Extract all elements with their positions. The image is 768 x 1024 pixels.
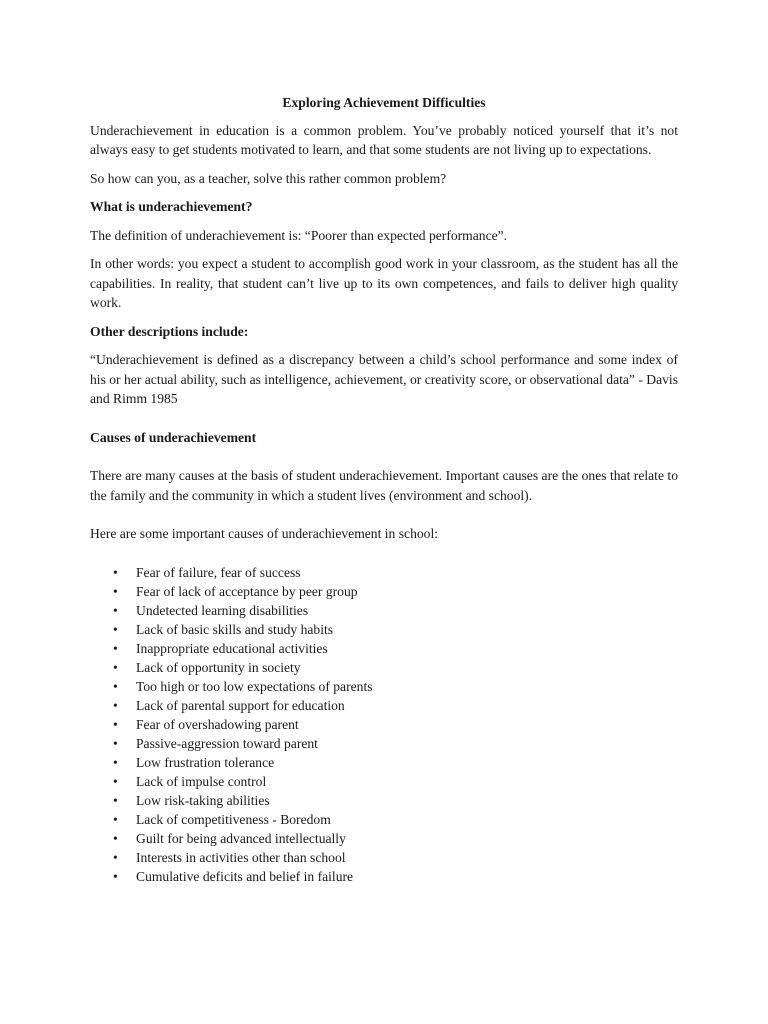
list-item xyxy=(90,582,678,601)
list-item xyxy=(90,791,678,810)
quote-paragraph: “Underachievement is defined as a discrepancy between a child’s school performance and some index of his or her actual ability, such as intelligence, achievement, or creativity score, or observational data” - Davis and Rimm 1985 xyxy=(90,352,678,406)
bullet-icon: • xyxy=(113,602,118,618)
bullet-icon: • xyxy=(113,735,118,751)
intro-question: So how can you, as a teacher, solve this rather common problem? xyxy=(90,170,447,186)
list-item-text: Guilt for being advanced intellectually xyxy=(136,830,346,846)
list-item-text: Lack of competitiveness - Boredom xyxy=(136,811,331,827)
bullet-icon: • xyxy=(113,678,118,694)
bullet-icon: • xyxy=(113,849,118,865)
list-item xyxy=(90,677,678,696)
section-heading-causes: Causes of underachievement xyxy=(90,429,257,445)
document-title: Exploring Achievement Difficulties xyxy=(282,95,486,110)
list-item xyxy=(90,810,678,829)
explanation-paragraph: In other words: you expect a student to accomplish good work in your classroom, as the student has all the capabilities. In reality, that student can’t live up to its own competences, and fails to deliver high quality work. xyxy=(90,256,678,310)
bullet-icon: • xyxy=(113,716,118,732)
list-item xyxy=(90,715,678,734)
list-item-text: Cumulative deficits and belief in failure xyxy=(136,868,354,884)
bullet-icon: • xyxy=(113,868,118,884)
section-heading-other-descriptions: Other descriptions include: xyxy=(90,323,249,339)
bullet-icon: • xyxy=(113,754,118,770)
list-item-text: Undetected learning disabilities xyxy=(136,602,309,618)
list-item-text: Low frustration tolerance xyxy=(136,754,275,770)
list-item xyxy=(90,848,678,867)
list-item xyxy=(90,658,678,677)
list-item-text: Lack of impulse control xyxy=(136,773,267,789)
list-item xyxy=(90,772,678,791)
bullet-icon: • xyxy=(113,583,118,599)
list-item-text: Fear of failure, fear of success xyxy=(136,564,301,580)
bullet-icon: • xyxy=(113,830,118,846)
list-item-text: Lack of parental support for education xyxy=(136,697,345,713)
list-item xyxy=(90,639,678,658)
list-item xyxy=(90,753,678,772)
list-item-text: Inappropriate educational activities xyxy=(136,640,328,656)
intro-paragraph: Underachievement in education is a common problem. You’ve probably noticed yourself that it’s not always easy to get students motivated to learn, and that some students are not living up to expectations. xyxy=(90,122,678,157)
bullet-icon: • xyxy=(113,659,118,675)
list-item-text: Interests in activities other than school xyxy=(136,849,346,865)
list-item-text: Fear of lack of acceptance by peer group xyxy=(136,583,358,599)
list-item-text: Low risk-taking abilities xyxy=(136,792,270,808)
bullet-icon: • xyxy=(113,621,118,637)
bullet-icon: • xyxy=(113,773,118,789)
definition-paragraph: The definition of underachievement is: “Poorer than expected performance”. xyxy=(90,227,508,243)
causes-list xyxy=(90,563,678,886)
list-item xyxy=(90,734,678,753)
bullet-icon: • xyxy=(113,792,118,808)
list-item xyxy=(90,867,678,886)
bullet-icon: • xyxy=(113,564,118,580)
list-item-text: Passive-aggression toward parent xyxy=(136,735,318,751)
list-item-text: Lack of opportunity in society xyxy=(136,659,301,675)
bullet-icon: • xyxy=(113,811,118,827)
list-item xyxy=(90,829,678,848)
section-heading-what-is-underachievement: What is underachievement? xyxy=(90,199,253,214)
list-item-text: Fear of overshadowing parent xyxy=(136,716,299,732)
causes-list-intro: Here are some important causes of underachievement in school: xyxy=(90,526,439,541)
document-page xyxy=(90,93,678,886)
list-item xyxy=(90,601,678,620)
list-item xyxy=(90,696,678,715)
bullet-icon: • xyxy=(113,640,118,656)
list-item-text: Too high or too low expectations of parents xyxy=(136,678,373,694)
list-item xyxy=(90,620,678,639)
bullet-icon: • xyxy=(113,697,118,713)
list-item-text: Lack of basic skills and study habits xyxy=(136,621,334,637)
list-item xyxy=(90,563,678,582)
causes-paragraph: There are many causes at the basis of student underachievement. Important causes are the ones that relate to the family and the community in which a student lives (environment and school). xyxy=(90,468,678,503)
